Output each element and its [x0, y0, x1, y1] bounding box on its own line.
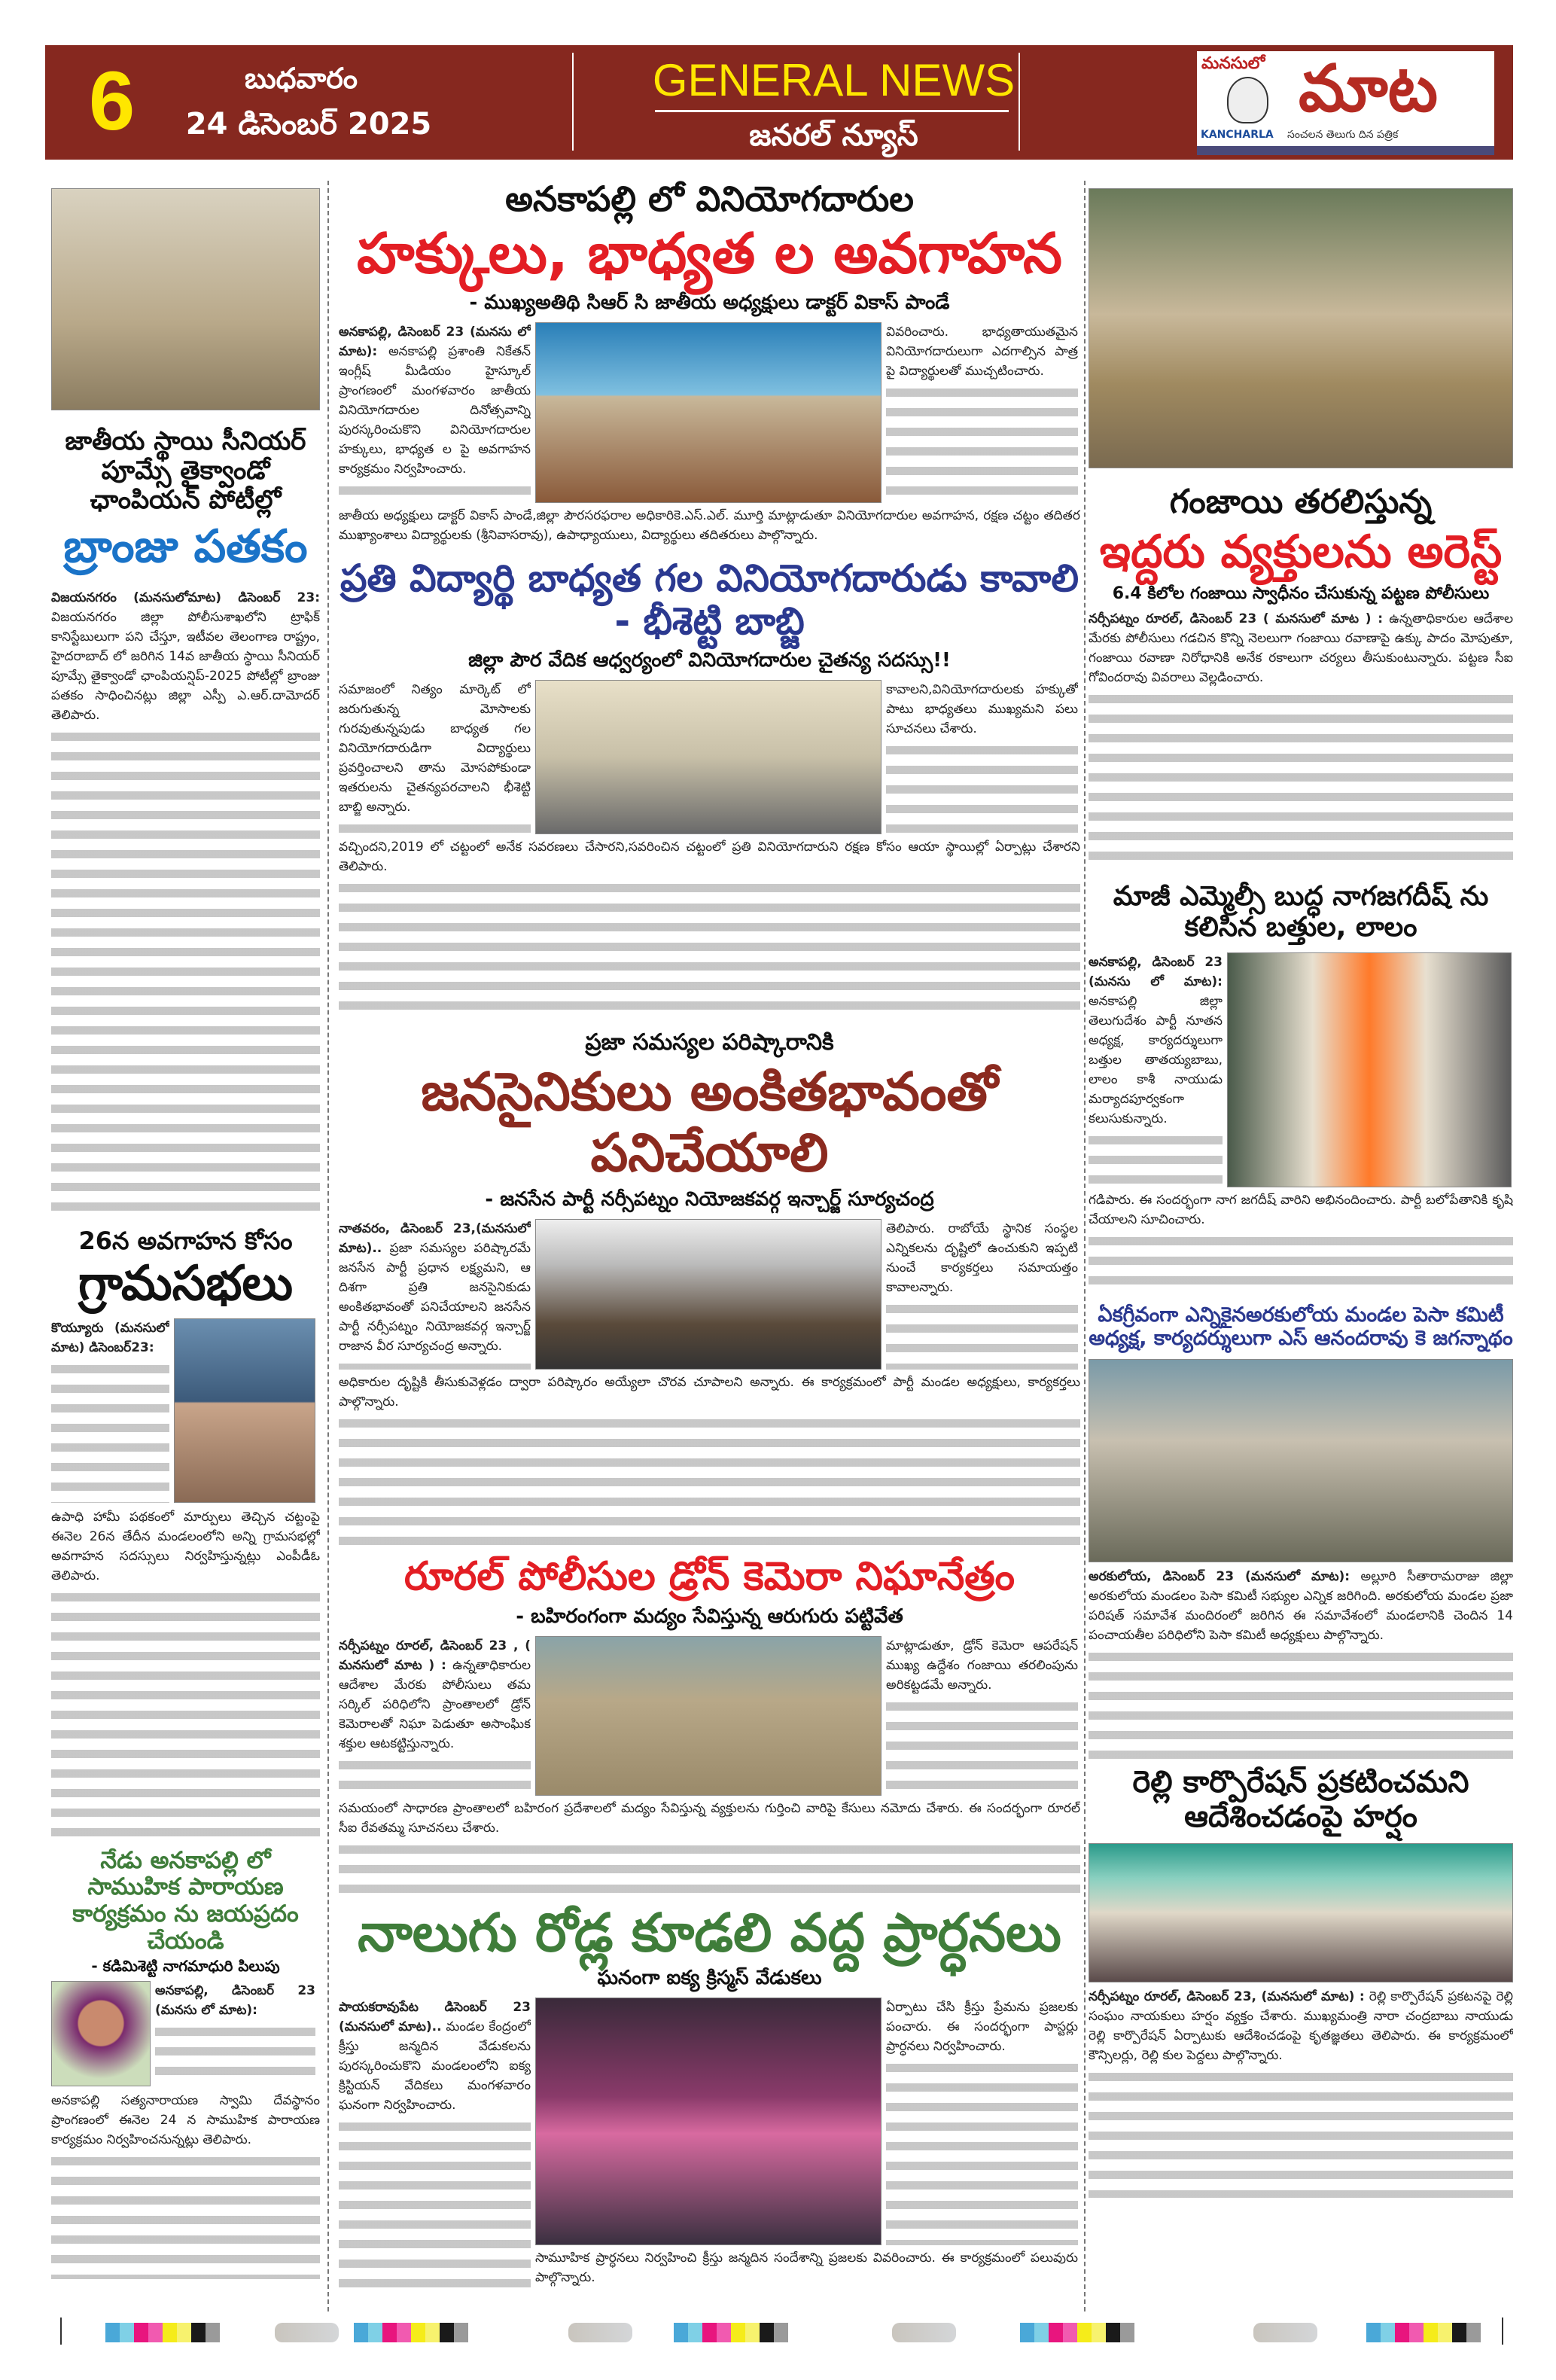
article-body — [339, 1636, 531, 1796]
article-text: సామూహిక ప్రార్ధనలు నిర్వహించి క్రీస్తు జన్మదిన సందేశాన్ని ప్రజలకు వివరించారు. ఈ కార్యక్రమంలో పలువురు పాల్గొన్నారు. — [535, 2250, 1078, 2286]
article-row — [339, 1219, 1080, 1370]
article-kicker: ప్రజా సమస్యల పరిష్కారానికి — [585, 1028, 834, 1056]
dateline: అరకులోయ, డిసెంబర్ 23 (మనసులో మాట): — [1089, 1568, 1350, 1584]
color-swatch — [105, 2323, 120, 2342]
color-calibration-bar — [1366, 2323, 1481, 2342]
article-byline: - కడిమిశెట్టి నాగమాధురి పిలుపు — [91, 1957, 280, 1976]
awareness-seminar-photo — [535, 680, 882, 834]
article-text: ఉన్నతాధికారుల ఆదేశాల మేరకు పోలీసులు తమ సర్కిల్ పరిధిలోని ప్రాంతాలలో డ్రోన్ కెమెరాలతో నిఘా పెడుతూ అసాంఘిక శక్తుల ఆటకట్టిస్తున్నారు. — [339, 1657, 531, 1751]
crop-mark — [60, 2318, 62, 2345]
article-body — [1089, 1190, 1513, 1296]
color-swatch — [440, 2323, 454, 2342]
color-calibration-bar — [674, 2323, 788, 2342]
article-kicker: గంజాయి తరలిస్తున్న — [1169, 483, 1433, 521]
dateline: నాతవరం, డిసెంబర్ 23,(మనసులో మాట).. — [339, 1221, 531, 1257]
color-swatch — [148, 2323, 163, 2342]
color-swatch — [774, 2323, 788, 2342]
column-divider — [327, 181, 329, 2311]
article-body — [339, 1219, 531, 1370]
color-calibration-bar — [105, 2323, 220, 2342]
article-headline: గ్రామసభలు — [78, 1256, 294, 1312]
color-swatch — [717, 2323, 731, 2342]
color-swatch — [134, 2323, 148, 2342]
column-divider — [1084, 181, 1086, 2311]
article-body — [1089, 1987, 1513, 2198]
article-text: అనకాపల్లి జిల్లా తెలుగుదేశం పార్టీ నూతన అధ్యక్ష, కార్యదర్శులుగా బత్తుల తాతయ్యబాబు, లాలం కాశీ నాయుడు మర్యాదపూర్వకంగా కలుసుకున్నారు. — [1089, 993, 1223, 1126]
article-headline: జనసైనికులు అంకితభావంతో పనిచేయాలి — [421, 1061, 998, 1184]
article-text: వచ్చిందని,2019 లో చట్టంలో అనేక సవరణలు చేసారని,సవరించిన చట్టంలో ప్రతి వినియోగదారుని రక్షణ కోసం ఆయా స్థాయిల్లో ఏర్పాట్లు చేశారని తెలిపారు. — [339, 839, 1080, 874]
dateline: పాయకరావుపేట డిసెంబర్ 23 (మనసులో మాట).. — [339, 2000, 531, 2035]
article-kicker: అనకాపల్లి లో వినియోగదారుల — [505, 179, 914, 219]
color-swatch — [1106, 2323, 1120, 2342]
pesa-committee-photo — [1089, 1359, 1513, 1562]
article-row — [1089, 952, 1513, 1187]
article-body — [339, 506, 1080, 548]
portrait-icon — [1227, 77, 1268, 123]
color-swatch — [1466, 2323, 1481, 2342]
color-swatch — [120, 2323, 134, 2342]
logo-tagline: సంచలన తెలుగు దిన పత్రిక — [1287, 129, 1399, 141]
article-subheadline: 6.4 కిలోల గంజాయి స్వాధీనం చేసుకున్న పట్టణ పోలీసులు — [1112, 584, 1490, 603]
article-text: రెల్లి కార్పొరేషన్ ప్రకటనపై రెల్లి సంఘం నాయకులు హర్షం వ్యక్తం చేశారు. ముఖ్యమంత్రి నారా చంద్రబాబు నాయుడు రెల్లి కార్పొరేషన్ ఏర్పాటుకు ఆదేశించడంపై కృతజ్ఞతలు తెలిపారు. ఈ కార్యక్రమంలో కౌన్సిలర్లు, రెల్లి కుల పెద్దలు పాల్గొన్నారు. — [1089, 1988, 1513, 2063]
article-body — [886, 322, 1078, 503]
article-body — [339, 1799, 1080, 1897]
article-subheadline: జిల్లా పౌర వేదిక ఆధ్వర్యంలో వినియోగదారుల చైతన్య సదస్సు!! — [468, 648, 951, 672]
masthead — [45, 45, 1513, 160]
article-text: అధికారుల దృష్టికి తీసుకువెళ్లడం ద్వారా పరిష్కారం అయ్యేలా చొరవ చూపాలని అన్నారు. ఈ కార్యక్రమంలో పార్టీ మండల అధ్యక్షులు, కార్యకర్తలు పాల్గొన్నారు. — [339, 1375, 1080, 1410]
article-headline: హక్కులు, భాధ్యత ల అవగాహన — [357, 221, 1062, 286]
dateline: నర్సీపట్నం రూరల్, డిసెంబర్ 23, (మనసులో మాట) : — [1089, 1988, 1365, 2004]
article-stack — [535, 1998, 1078, 2287]
consumer-day-event-photo — [535, 322, 882, 503]
color-swatch — [1452, 2323, 1466, 2342]
article-body — [339, 1373, 1080, 1546]
newspaper-logo — [1197, 51, 1494, 155]
article-row — [339, 322, 1080, 503]
dateline: అనకాపల్లి, డిసెంబర్ 23 (మనసు లో మాట): — [155, 1983, 315, 2019]
color-swatch — [177, 2323, 191, 2342]
color-swatch — [368, 2323, 382, 2342]
article-subheadline: ఘనంగా ఐక్య క్రిస్మస్ వేడుకలు — [597, 1967, 822, 1990]
color-swatch — [1120, 2323, 1134, 2342]
article-body — [886, 1219, 1078, 1370]
article-kicker: జాతీయ స్థాయి సీనియర్ పూమ్సే తైక్వాండో ఛాంపియన్ పోటీల్లో — [65, 426, 306, 516]
article-body — [339, 1998, 531, 2287]
section-title-en: GENERAL NEWS — [652, 55, 1016, 105]
article-text: సమయంలో సాధారణ ప్రాంతాలలో బహిరంగ ప్రదేశాలలో మద్యం సేవిస్తున్న వ్యక్తులను గుర్తించి వారిపై కేసులు నమోదు చేశారు. ఈ సందర్భంగా రూరల్ సీఐ రేవతమ్మ సూచనలు చేశారు. — [339, 1800, 1080, 1836]
article-body — [1089, 952, 1223, 1187]
section-title-te: జనరల్ న్యూస్ — [749, 118, 918, 153]
gray-balance-patch — [1253, 2323, 1317, 2342]
weekday: బుధవారం — [244, 62, 358, 95]
article-text: ఏర్పాటు చేసి క్రీస్తు ప్రేమను ప్రజలకు పంచారు. ఈ సందర్భంగా పాస్టర్లు ప్రార్ధనలు నిర్వహించారు. — [886, 2000, 1078, 2055]
color-calibration-bar — [354, 2323, 468, 2342]
article-text: ఉపాధి హామీ పథకంలో మార్పులు తెచ్చిన చట్టంపై ఈనెల 26న తేదీన మండలంలోని అన్ని గ్రామసభల్లో అవగాహన సదస్సులు నిర్వహిస్తున్నట్లు ఎంపీడీఓ తెలిపారు. — [51, 1509, 320, 1583]
color-swatch — [731, 2323, 745, 2342]
article-body — [535, 2248, 1078, 2287]
color-swatch — [1077, 2323, 1092, 2342]
logo-name: మాట — [1299, 51, 1438, 126]
color-swatch — [702, 2323, 717, 2342]
leaders-meeting-photo — [1227, 952, 1512, 1187]
color-calibration-bar — [1020, 2323, 1134, 2342]
article-subheadline: - బహిరంగంగా మద్యం సేవిస్తున్న ఆరుగురు పట్టివేత — [516, 1604, 903, 1628]
article-text: మండల కేంద్రంలో క్రీస్తు జన్మదిన వేడుకలను పురస్కరించుకొని మండలంలోని ఐక్య క్రిస్టియన్ వేదికలు మంగళవారం ఘనంగా నిర్వహించారు. — [339, 2019, 531, 2113]
article-text: అల్లూరి సీతారామరాజు జిల్లా అరకులోయ మండలం పెసా కమిటీ సభ్యుల ఎన్నిక జరిగింది. అరకులోయ మండల ప్రజా పరిషత్ సమావేశ మందిరంలో జరిగిన ఈ సమావేశంలో మండలానికి చెందిన 14 పంచాయతీల పరిధిలోని పెసా కమిటీ అధ్యక్షులు పాల్గొన్నారు. — [1089, 1568, 1513, 1643]
color-swatch — [1409, 2323, 1424, 2342]
article-text: విజయనగరం జిల్లా పోలీసుశాఖలోని ట్రాఫిక్ కానిస్టేబులుగా పని చేస్తూ, ఇటీవల తెలంగాణ రాష్ట్రం, హైదరాబాద్ లో జరిగిన 14వ జాతీయ స్థాయి సీనియర్ పూమ్సే తైక్వాండో ఛాంపియన్షిప్-2025 పోటీల్లో బ్రాంజు పతకం సాధించినట్లు జిల్లా ఎస్పీ ఎ.ఆర్.దామోదర్ తెలిపారు. — [51, 610, 320, 724]
article-body — [51, 1507, 320, 1839]
right-column — [1089, 188, 1513, 2300]
article-row — [51, 1318, 320, 1503]
issue-date: 24 డిసెంబర్ 2025 — [185, 107, 432, 142]
article-body — [886, 1636, 1078, 1796]
color-swatch — [674, 2323, 688, 2342]
color-swatch — [1063, 2323, 1077, 2342]
color-swatch — [688, 2323, 702, 2342]
color-swatch — [425, 2323, 440, 2342]
color-swatch — [1092, 2323, 1106, 2342]
color-swatch — [163, 2323, 177, 2342]
article-subheadline: - జనసేన పార్టీ నర్సీపట్నం నియోజకవర్గ ఇన్చార్జ్ సూర్యచంద్ర — [485, 1188, 934, 1211]
page-number: 6 — [89, 55, 136, 148]
article-body — [1089, 1567, 1513, 1759]
color-swatch — [206, 2323, 220, 2342]
color-swatch — [397, 2323, 411, 2342]
police-award-photo — [51, 188, 320, 410]
color-swatch — [1395, 2323, 1409, 2342]
color-swatch — [354, 2323, 368, 2342]
crop-mark — [1502, 2318, 1503, 2345]
speaker-portrait-photo — [51, 1981, 151, 2086]
article-headline: బ్రాంజు పతకం — [63, 520, 308, 574]
article-text: అనకాపల్లి సత్యనారాయణ స్వామి దేవస్థానం ప్రాంగణంలో ఈనెల 24 న సాముహిక పారాయణ కార్యక్రమం నిర్వహించనున్నట్లు తెలిపారు. — [51, 2093, 320, 2148]
dateline: అనకాపల్లి, డిసెంబర్ 23 (మనసు లో మాట): — [1089, 954, 1223, 989]
article-subheadline: - ముఖ్యఅతిథి సిఆర్ సి జాతీయ అధ్యక్షులు డాక్టర్ వికాస్ పాండే — [469, 291, 950, 314]
dateline: అనకాపల్లి, డిసెంబర్ 23 (మనసు లో మాట): — [339, 324, 531, 359]
relli-community-photo — [1089, 1843, 1513, 1982]
article-body — [886, 1998, 1078, 2245]
gray-balance-patch — [892, 2323, 956, 2342]
ganja-arrest-photo — [1089, 188, 1513, 468]
gray-balance-patch — [568, 2323, 632, 2342]
article-headline: ఏకగ్రీవంగా ఎన్నికైనఅరకులోయ మండల పెసా కమిటీ అధ్యక్ష, కార్యదర్శులుగా ఎస్ ఆనందరావు కె జగన్నాథం — [1089, 1303, 1513, 1350]
color-swatch — [191, 2323, 206, 2342]
official-portrait-photo — [174, 1318, 315, 1503]
logo-prefix: మనసులో — [1201, 54, 1265, 73]
article-text: మాట్లాడుతూ, డ్రోన్ కెమెరా ఆపరేషన్ ముఖ్య ఉద్దేశం గంజాయి తరలింపును అరికట్టడమే అన్నారు. — [886, 1638, 1078, 1693]
article-text: ప్రజా సమస్యల పరిష్కారమే జనసేన పార్టీ ప్రధాన లక్ష్యమని, ఆ దిశగా ప్రతి జనసైనికుడు అంకితభావంతో పనిచేయాలని జనసేన పార్టీ నర్సీపట్నం నియోజకవర్గ ఇన్చార్జ్ రాజాన వీర సూర్యచంద్ర అన్నారు. — [339, 1241, 531, 1355]
dateline: కొయ్యూరు (మనసులో మాట) డిసెంబర్23: — [51, 1320, 169, 1355]
color-swatch — [1020, 2323, 1034, 2342]
color-swatch — [454, 2323, 468, 2342]
article-body — [886, 680, 1078, 834]
christmas-prayer-photo — [535, 1998, 882, 2245]
article-body — [339, 837, 1080, 1015]
color-swatch — [1381, 2323, 1395, 2342]
color-swatch — [1034, 2323, 1049, 2342]
color-swatch — [760, 2323, 774, 2342]
article-headline: రూరల్ పోలీసుల డ్రోన్ కెమెరా నిఘానేత్రం — [403, 1554, 1016, 1600]
article-row — [339, 680, 1080, 834]
dateline: నర్సీపట్నం రూరల్, డిసెంబర్ 23 ( మనసులో మాట ) : — [1089, 611, 1384, 626]
gray-balance-patch — [275, 2323, 339, 2342]
article-text: సమాజంలో నిత్యం మార్కెట్ లో జరుగుతున్న మోసాలకు గురవుతున్నపుడు బాధ్యత గల వినియోగదారుడిగా విద్యార్థులు ప్రవర్తించాలని తాను మోసపోకుండా ఇతరులను చైతన్యపరచాలని భీశెట్టి బాబ్జి అన్నారు. — [339, 681, 531, 815]
color-swatch — [382, 2323, 397, 2342]
article-subrow — [535, 1998, 1078, 2245]
article-body — [155, 1981, 315, 2086]
janasena-meeting-photo — [535, 1219, 882, 1370]
article-text: జాతీయ అధ్యక్షులు డాక్టర్ వికాస్ పాండే,జిల్లా పౌరసరఫరాల అధికారికె.ఎస్.ఎల్. మూర్తి మాట్లాడుతూ వినియోగదారుల అవగాహన, రక్షణ చట్టం తదితర ముఖ్యాంశాలు విద్యార్థులకు (శ్రీనివాసరావు), ఉపాధ్యాయులు, విద్యార్థులు తదితరులు పాల్గొన్నారు. — [339, 507, 1080, 543]
article-text: అనకాపల్లి ప్రశాంతి నికేతన్ ఇంగ్లీష్ మీడియం హైస్కూల్ ప్రాంగణంలో మంగళవారం జాతీయ వినియోగదారుల దినోత్సవాన్ని పురస్కరించుకొని వినియోగదారుల హక్కులు, భాధ్యత ల పై అవగాహన కార్యక్రమం నిర్వహించారు. — [339, 343, 531, 477]
article-headline: ప్రతి విద్యార్థి బాధ్యత గల వినియోగదారుడు కావాలి - భీశెట్టి బాబ్జి — [340, 556, 1079, 644]
article-body — [1089, 609, 1513, 869]
divider — [572, 53, 574, 151]
article-text: ఉన్నతాధికారుల ఆదేశాల మేరకు పోలీసులు గడచిన కొన్ని నెలలుగా గంజాయి రవాణాపై ఉక్కు పాదం మోపుతూ, గంజాయి రవాణా నిరోధానికి అనేక రకాలుగా చర్యలు తీసుకుంటున్నారు. పట్టణ సీఐ గోవిందరావు వివరాలు వెల్లడించారు. — [1089, 611, 1513, 685]
left-column — [51, 188, 320, 2300]
article-body — [339, 322, 531, 503]
divider — [655, 110, 1009, 112]
article-row — [339, 1998, 1080, 2287]
color-swatch — [1438, 2323, 1452, 2342]
dateline: విజయనగరం (మనసులోమాట) డిసెంబర్ 23: — [51, 590, 320, 606]
color-swatch — [1049, 2323, 1063, 2342]
article-text: తెలిపారు. రాబోయే స్థానిక సంస్థల ఎన్నికలను దృష్టిలో ఉంచుకుని ఇప్పటి నుంచే కార్యకర్తలు సమాయత్తం కావాలన్నారు. — [886, 1221, 1078, 1296]
article-body — [339, 680, 531, 834]
drone-camera-photo — [535, 1636, 882, 1796]
article-text: కావాలని,వినియోగదారులకు హక్కుతో పాటు భాధ్యతలు ముఖ్యమని పలు సూచనలు చేశారు. — [886, 681, 1078, 736]
article-headline: నాలుగు రోడ్ల కూడలి వద్ద ప్రార్ధనలు — [358, 1901, 1061, 1964]
article-headline: మాజీ ఎమ్మెల్సీ బుద్ధ నాగజగదీష్ ను కలిసిన బత్తుల, లాలం — [1113, 880, 1489, 943]
article-text: వివరించారు. భాధ్యతాయుతమైన వినియోగదారులుగా ఎదగాల్సిన పాత్ర పై విద్యార్థులతో ముచ్చటించారు. — [886, 324, 1078, 379]
article-headline: ఇద్దరు వ్యక్తులను అరెస్ట్ — [1099, 525, 1503, 578]
article-text: గడిపారు. ఈ సందర్భంగా నాగ జగదీష్ వారిని అభినందించారు. పార్టీ బలోపేతానికి కృషి చేయాలని సూచించారు. — [1089, 1192, 1513, 1227]
color-swatch — [411, 2323, 425, 2342]
logo-brand: KANCHARLA — [1201, 129, 1274, 141]
article-headline: రెల్లి కార్పొరేషన్ ప్రకటించమని ఆదేశించడంపై హర్షం — [1132, 1764, 1469, 1834]
color-swatch — [1424, 2323, 1438, 2342]
article-body — [51, 1318, 169, 1503]
center-column — [339, 179, 1080, 2300]
article-row — [339, 1636, 1080, 1796]
article-kicker: 26న అవగాహన కోసం — [78, 1227, 293, 1256]
dateline: నర్సీపట్నం రూరల్, డిసెంబర్ 23 , ( మనసులో మాట ) : — [339, 1638, 531, 1673]
color-swatch — [745, 2323, 760, 2342]
article-row — [51, 1981, 320, 2086]
article-body — [51, 2091, 320, 2279]
article-body — [51, 588, 320, 1217]
color-swatch — [1366, 2323, 1381, 2342]
article-headline: నేడు అనకాపల్లి లో సాముహిక పారాయణ కార్యక్రమం ను జయప్రదం చేయండి — [72, 1846, 299, 1955]
